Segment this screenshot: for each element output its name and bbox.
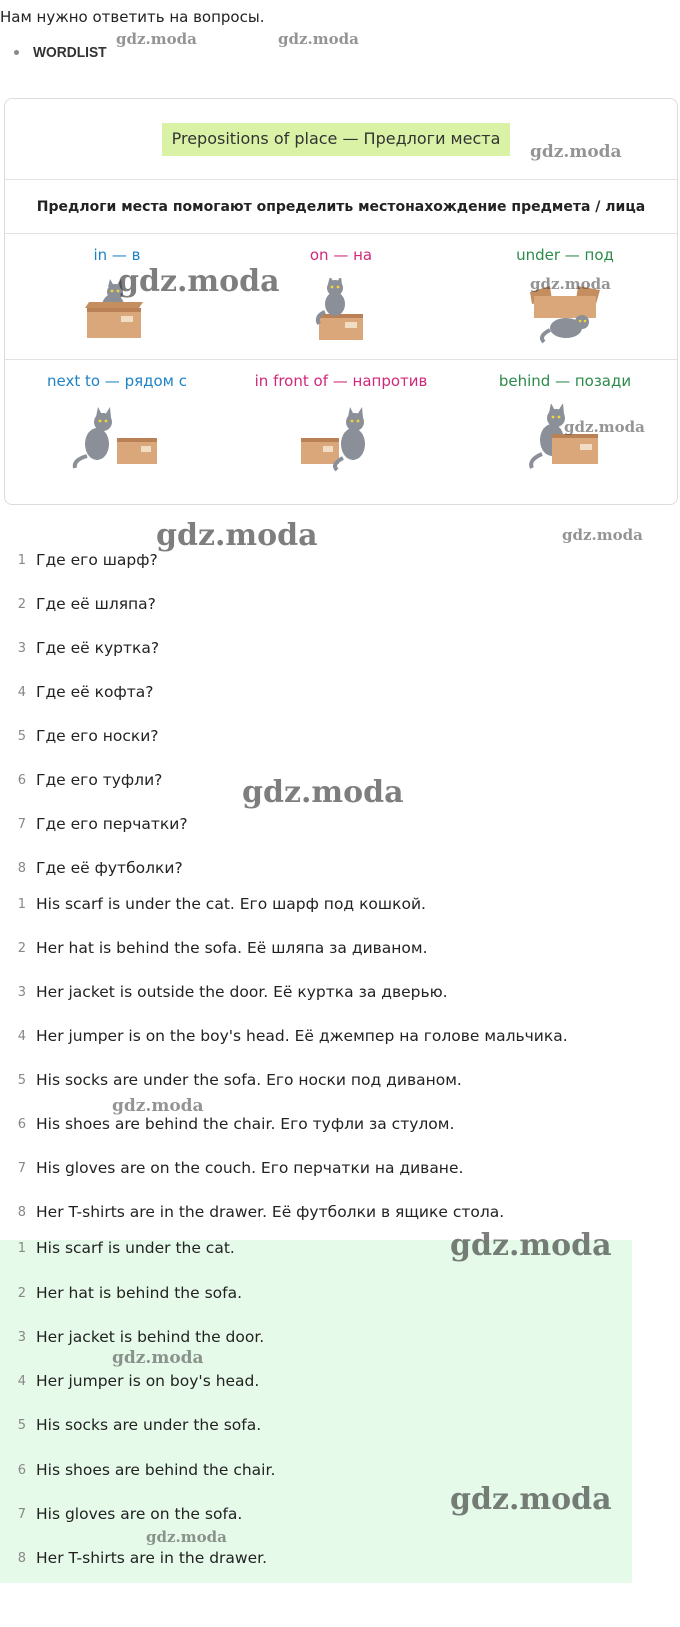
item-text: His socks are under the sofa. Его носки под диваном. [36, 1071, 462, 1089]
item-text: Где его шарф? [36, 551, 158, 569]
list-item [0, 1025, 568, 1047]
item-number: 5 [17, 728, 26, 744]
item-number: 8 [17, 1204, 26, 1220]
item-text: Her jacket is behind the door. [36, 1328, 265, 1346]
item-number: 8 [17, 860, 26, 876]
item-text: His gloves are on the couch. Его перчатки на диване. [36, 1159, 464, 1177]
item-number: 7 [17, 1506, 26, 1522]
list-item [0, 1157, 463, 1179]
item-text: Где его перчатки? [36, 815, 188, 833]
item-text: Her hat is behind the sofa. [36, 1284, 243, 1302]
item-number: 5 [17, 1417, 26, 1433]
item-number: 3 [17, 984, 26, 1000]
list-item [0, 1370, 259, 1392]
preposition-label: in — в [93, 246, 141, 264]
list-item [0, 1069, 462, 1091]
preposition-label: next to — рядом с [46, 372, 188, 390]
item-text: His shoes are behind the chair. [36, 1461, 276, 1479]
cat-next-to-box-icon [67, 404, 167, 474]
preposition-next-to [5, 360, 229, 484]
list-item [0, 937, 428, 959]
list-item [0, 893, 426, 915]
item-number: 8 [17, 1550, 26, 1566]
intro-text: Нам нужно ответить на вопросы. [0, 8, 265, 26]
list-item [0, 1201, 504, 1223]
watermark: gdz.moda [450, 1228, 612, 1263]
item-text: His scarf is under the cat. [36, 1239, 235, 1257]
watermark: gdz.moda [116, 30, 197, 48]
item-number: 6 [17, 1462, 26, 1478]
preposition-label: in front of — напротив [254, 372, 428, 390]
list-item [0, 1503, 242, 1525]
list-item [0, 769, 162, 791]
item-number: 4 [17, 684, 26, 700]
watermark: gdz.moda [530, 275, 611, 293]
item-text: Her T-shirts are in the drawer. [36, 1549, 268, 1567]
item-text: Где её кофта? [36, 683, 154, 701]
card-title: Prepositions of place — Предлоги места [162, 123, 511, 156]
list-item [0, 725, 159, 747]
item-text: Her hat is behind the sofa. Её шляпа за диваном. [36, 939, 428, 957]
watermark: gdz.moda [450, 1482, 612, 1517]
item-text: Где её футболки? [36, 859, 183, 877]
item-text: His scarf is under the cat. Его шарф под кошкой. [36, 895, 426, 913]
item-number: 4 [17, 1028, 26, 1044]
item-text: Her jumper is on the boy's head. Её джемпер на голове мальчика. [36, 1027, 568, 1045]
wordlist-label[interactable]: WORDLIST [33, 44, 107, 61]
item-number: 7 [17, 1160, 26, 1176]
cat-behind-box-icon [520, 404, 610, 474]
list-item [0, 1547, 267, 1569]
list-item [0, 813, 188, 835]
list-item [0, 981, 448, 1003]
cat-in-front-of-box-icon [291, 404, 391, 474]
list-item [0, 1414, 261, 1436]
list-item [0, 549, 158, 571]
item-text: Her T-shirts are in the drawer. Её футболки в ящике стола. [36, 1203, 505, 1221]
item-number: 3 [17, 640, 26, 656]
item-number: 2 [17, 940, 26, 956]
preposition-label: on — на [309, 246, 373, 264]
list-item [0, 1282, 242, 1304]
watermark: gdz.moda [278, 30, 359, 48]
watermark: gdz.moda [156, 518, 318, 553]
preposition-in-front-of [229, 360, 453, 484]
list-item [0, 593, 156, 615]
watermark: gdz.moda [242, 775, 404, 810]
item-text: Где его туфли? [36, 771, 163, 789]
list-item [0, 857, 183, 879]
item-text: Где его носки? [36, 727, 159, 745]
item-number: 5 [17, 1072, 26, 1088]
item-text: His socks are under the sofa. [36, 1416, 262, 1434]
list-item [0, 1459, 275, 1481]
item-number: 2 [17, 596, 26, 612]
watermark: gdz.moda [118, 264, 280, 299]
cat-on-box-icon [301, 278, 381, 348]
card-header [5, 99, 677, 180]
item-number: 7 [17, 816, 26, 832]
preposition-label: behind — позади [498, 372, 632, 390]
watermark: gdz.moda [530, 142, 622, 162]
item-text: His gloves are on the sofa. [36, 1505, 243, 1523]
watermark: gdz.moda [562, 526, 643, 544]
item-number: 1 [17, 552, 26, 568]
list-item [0, 1326, 264, 1348]
list-item [0, 681, 153, 703]
wordlist-item[interactable] [14, 44, 113, 61]
item-number: 2 [17, 1285, 26, 1301]
bullet-icon [14, 50, 19, 55]
item-number: 1 [17, 896, 26, 912]
item-text: Где её шляпа? [36, 595, 156, 613]
item-text: Her jumper is on boy's head. [36, 1372, 260, 1390]
item-number: 6 [17, 1116, 26, 1132]
preposition-under [453, 234, 677, 359]
watermark: gdz.moda [564, 418, 645, 436]
item-number: 3 [17, 1329, 26, 1345]
list-item [0, 637, 159, 659]
item-text: Her jacket is outside the door. Её куртка за дверью. [36, 983, 448, 1001]
preposition-label: under — под [516, 246, 614, 264]
watermark: gdz.moda [146, 1528, 227, 1546]
item-text: Где её куртка? [36, 639, 160, 657]
item-number: 4 [17, 1373, 26, 1389]
list-item [0, 1237, 235, 1259]
watermark: gdz.moda [112, 1348, 204, 1368]
list-item [0, 1113, 454, 1135]
item-number: 1 [17, 1240, 26, 1256]
card-subtitle: Предлоги места помогают определить местонахождение предмета / лица [5, 180, 677, 234]
item-text: His shoes are behind the chair. Его туфли за стулом. [36, 1115, 455, 1133]
prepositions-row-1 [5, 234, 677, 359]
item-number: 6 [17, 772, 26, 788]
watermark: gdz.moda [112, 1096, 204, 1116]
